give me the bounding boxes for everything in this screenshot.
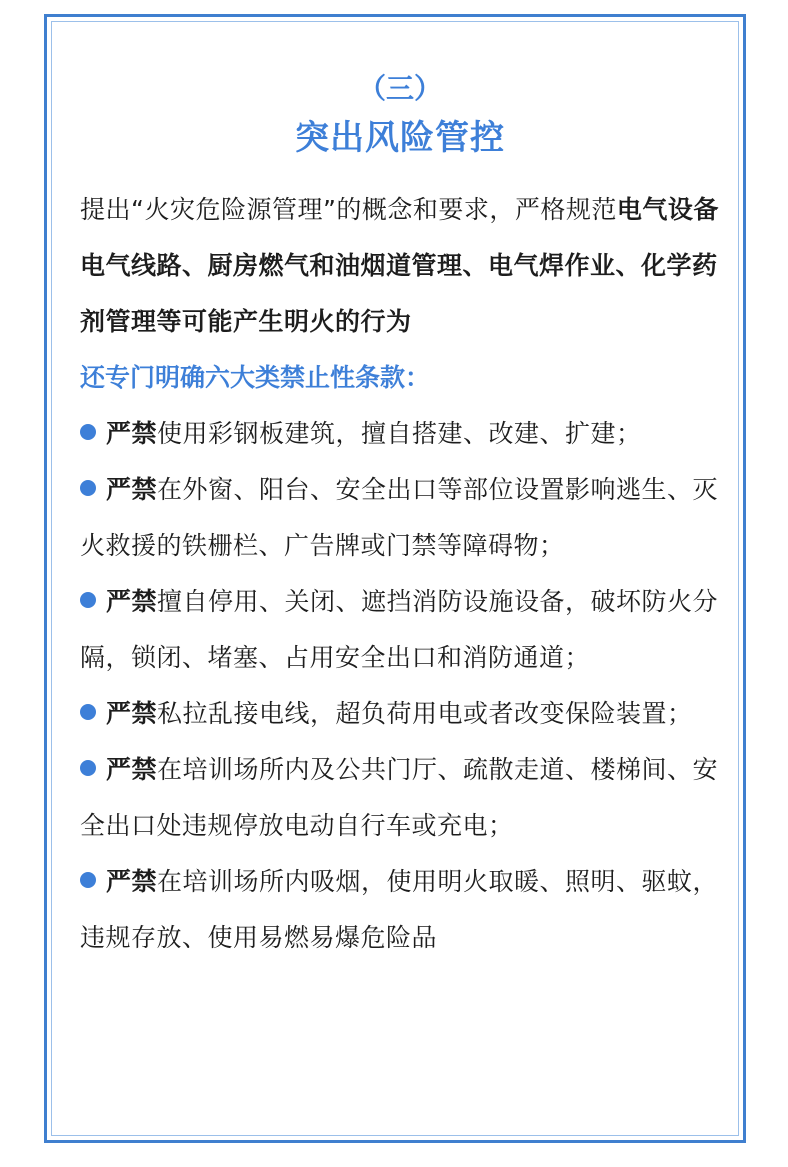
item-text: 在外窗、阳台、安全出口等部位设置影响逃生、灭火救援的铁栅栏、广告牌或门禁等障碍物； (80, 475, 719, 560)
bullet-dot-icon (80, 592, 96, 608)
item-keyword: 严禁 (106, 755, 158, 784)
list-item (80, 406, 720, 462)
intro-text: 提出“火灾危险源管理”的概念和要求，严格规范 (80, 195, 617, 224)
item-text: 私拉乱接电线，超负荷用电或者改变保险装置； (157, 699, 693, 728)
intro-highlight: 还专门明确六大类禁止性条款： (80, 363, 431, 392)
list-item (80, 854, 720, 966)
bullet-dot-icon (80, 424, 96, 440)
list-item (80, 462, 720, 574)
intro-bold-text: 电气设备电气线路、厨房燃气和油烟道管理、电气焊作业、化学药剂管理等可能产生明火的行为 (80, 195, 719, 336)
item-keyword: 严禁 (106, 587, 158, 616)
section-title: 突出风险管控 (295, 118, 505, 158)
item-text: 使用彩钢板建筑，擅自搭建、改建、扩建； (157, 419, 642, 448)
intro-paragraph (80, 182, 720, 350)
list-item (80, 574, 720, 686)
bullet-dot-icon (80, 480, 96, 496)
list-item (80, 742, 720, 854)
prohibition-list (80, 406, 720, 966)
item-keyword: 严禁 (106, 419, 158, 448)
item-text: 擅自停用、关闭、遮挡消防设施设备，破坏防火分隔，锁闭、堵塞、占用安全出口和消防通道； (80, 587, 719, 672)
section-number: （三） (357, 72, 442, 105)
item-keyword: 严禁 (106, 699, 158, 728)
list-item (80, 686, 720, 742)
item-keyword: 严禁 (106, 867, 158, 896)
item-keyword: 严禁 (106, 475, 158, 504)
bullet-dot-icon (80, 704, 96, 720)
item-text: 在培训场所内吸烟，使用明火取暖、照明、驱蚊，违规存放、使用易燃易爆危险品 (80, 867, 719, 952)
document-content (80, 60, 720, 966)
bullet-dot-icon (80, 872, 96, 888)
item-text: 在培训场所内及公共门厅、疏散走道、楼梯间、安全出口处违规停放电动自行车或充电； (80, 755, 719, 840)
bullet-dot-icon (80, 760, 96, 776)
